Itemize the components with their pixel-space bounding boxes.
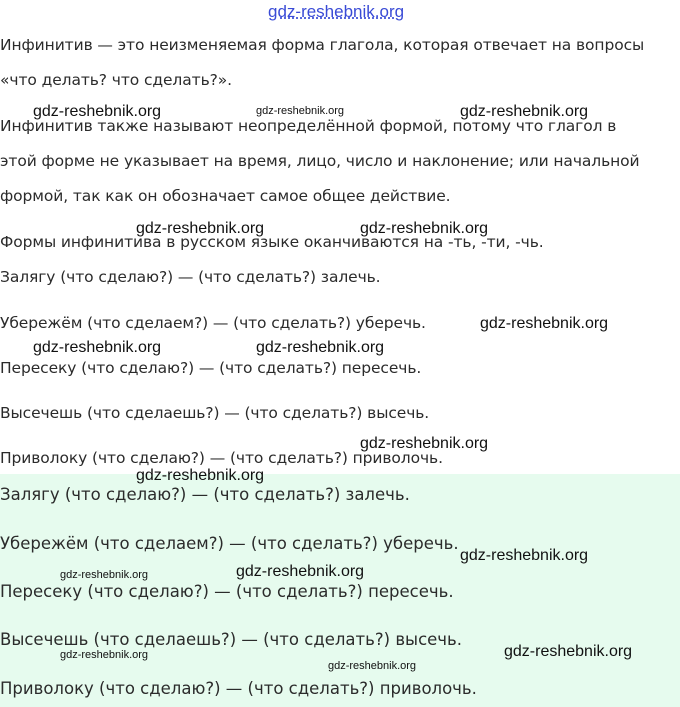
theory-line-4: этой форме не указывает на время, лицо, число и наклонение; или начальной <box>0 152 640 170</box>
watermark: gdz-reshebnik.org <box>460 547 589 564</box>
watermark: gdz-reshebnik.org <box>256 339 385 356</box>
example-line-5: Приволоку (что сделаю?) — (что сделать?) приволочь. <box>0 449 443 467</box>
answer-line-2: Убережём (что сделаем?) — (что сделать?) уберечь. <box>0 534 459 553</box>
watermark: gdz-reshebnik.org <box>33 339 162 356</box>
theory-line-3: Инфинитив также называют неопределённой формой, потому что глагол в <box>0 117 617 135</box>
example-line-3: Пересеку (что сделаю?) — (что сделать?) пересечь. <box>0 359 422 377</box>
watermark: gdz-reshebnik.org <box>136 220 265 237</box>
watermark: gdz-reshebnik.org <box>33 103 162 120</box>
watermark: gdz-reshebnik.org <box>256 105 345 117</box>
watermark: gdz-reshebnik.org <box>236 563 365 580</box>
answer-line-3: Пересеку (что сделаю?) — (что сделать?) пересечь. <box>0 582 454 601</box>
answer-box <box>0 474 680 707</box>
answer-line-4: Высечешь (что сделаешь?) — (что сделать?) высечь. <box>0 630 463 649</box>
watermark: gdz-reshebnik.org <box>360 435 489 452</box>
watermark: gdz-reshebnik.org <box>504 643 633 660</box>
watermark-top: gdz-reshebnik.org <box>268 2 405 21</box>
theory-line-2: «что делать? что сделать?». <box>0 71 232 89</box>
example-line-1: Залягу (что сделаю?) — (что сделать?) залечь. <box>0 268 381 286</box>
watermark: gdz-reshebnik.org <box>60 649 149 661</box>
example-line-2: Убережём (что сделаем?) — (что сделать?) уберечь. <box>0 314 426 332</box>
watermark: gdz-reshebnik.org <box>60 569 149 581</box>
watermark: gdz-reshebnik.org <box>136 467 265 484</box>
answer-line-1: Залягу (что сделаю?) — (что сделать?) залечь. <box>0 485 410 504</box>
watermark: gdz-reshebnik.org <box>480 315 609 332</box>
theory-line-5: формой, так как он обозначает самое общее действие. <box>0 187 451 205</box>
example-line-4: Высечешь (что сделаешь?) — (что сделать?) высечь. <box>0 404 430 422</box>
watermark: gdz-reshebnik.org <box>328 660 417 672</box>
watermark: gdz-reshebnik.org <box>460 103 589 120</box>
answer-line-5: Приволоку (что сделаю?) — (что сделать?) приволочь. <box>0 679 477 698</box>
watermark: gdz-reshebnik.org <box>360 220 489 237</box>
theory-line-6: Формы инфинитива в русском языке оканчиваются на -ть, -ти, -чь. <box>0 233 544 251</box>
theory-line-1: Инфинитив — это неизменяемая форма глагола, которая отвечает на вопросы <box>0 36 645 54</box>
